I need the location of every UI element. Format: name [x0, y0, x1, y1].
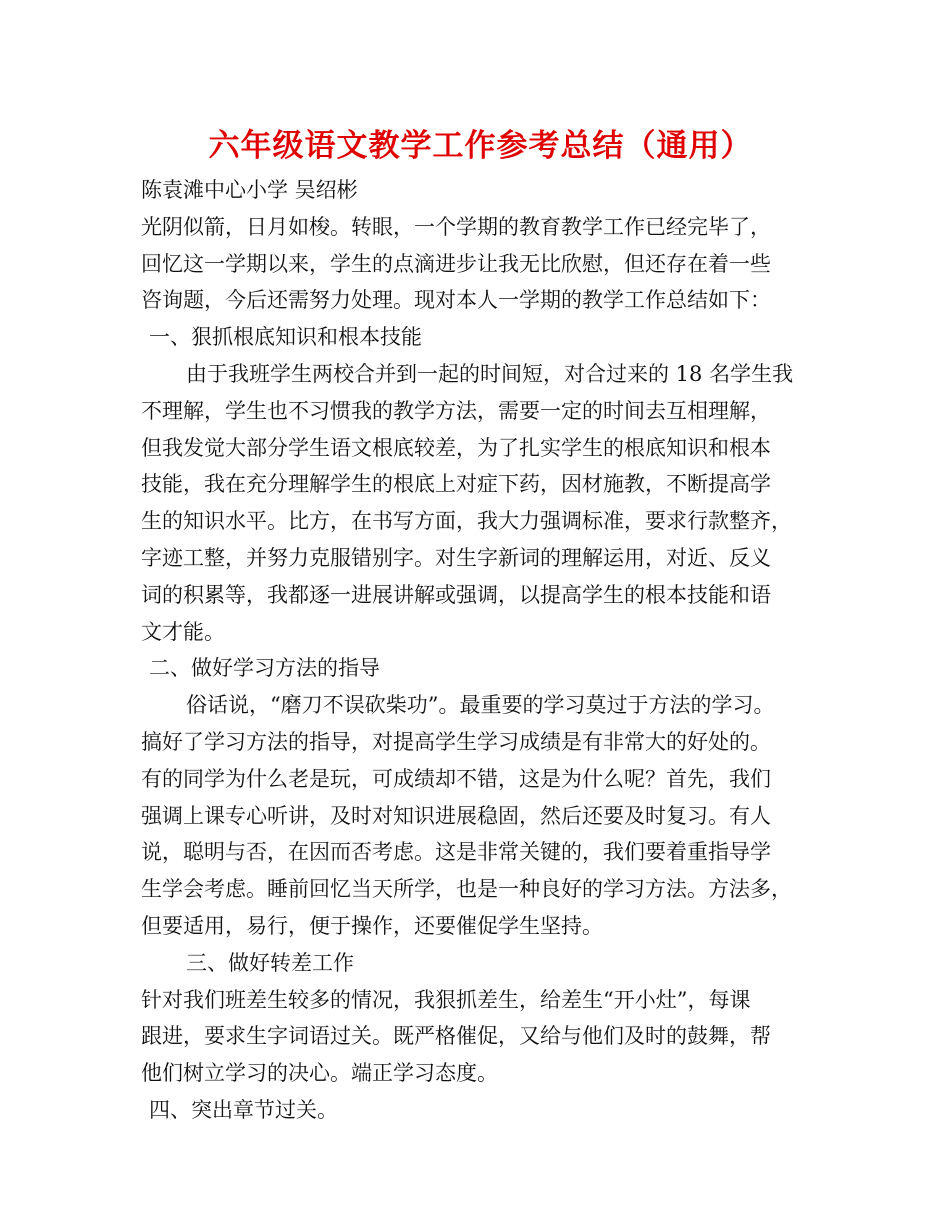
- text-line: 有的同学为什么老是玩，可成绩却不错，这是为什么呢？首先，我们: [141, 766, 771, 791]
- text-line: 跟进，要求生字词语过关。既严格催促，又给与他们及时的鼓舞，帮: [141, 1024, 771, 1049]
- text-line: 光阴似箭，日月如梭。转眼，一个学期的教育教学工作已经完毕了，: [141, 214, 771, 239]
- text-line: 回忆这一学期以来，学生的点滴进步让我无比欣慰，但还存在着一些: [141, 251, 771, 276]
- text-line: 说，聪明与否，在因而否考虑。这是非常关键的，我们要着重指导学: [141, 840, 771, 865]
- document-body: [141, 209, 820, 1129]
- text-line: 由于我班学生两校合并到一起的时间短，对合过来的 18 名学生我: [186, 361, 794, 386]
- text-line: 但我发觉大部分学生语文根底较差，为了扎实学生的根底知识和根本: [141, 435, 771, 460]
- document-title: 六年级语文教学工作参考总结（通用）: [208, 128, 753, 164]
- text-line: 他们树立学习的决心。端正学习态度。: [141, 1061, 498, 1086]
- text-line: 咨询题，今后还需努力处理。现对本人一学期的教学工作总结如下：: [141, 288, 771, 313]
- text-line: 一、狠抓根底知识和根本技能: [149, 325, 422, 350]
- text-line: 词的积累等，我都逐一进展讲解或强调，以提高学生的根本技能和语: [141, 582, 771, 607]
- text-line: 但要适用，易行，便于操作，还要催促学生坚持。: [141, 913, 603, 938]
- text-line: 四、突出章节过关。: [149, 1097, 338, 1122]
- text-line: 针对我们班差生较多的情况，我狠抓差生，给差生“开小灶”，每课: [141, 987, 751, 1012]
- text-line: 二、做好学习方法的指导: [149, 656, 380, 681]
- text-line: 三、做好转差工作: [186, 950, 354, 975]
- text-line: 技能，我在充分理解学生的根底上对症下药，因材施教，不断提高学: [141, 472, 771, 497]
- text-line: 不理解，学生也不习惯我的教学方法，需要一定的时间去互相理解，: [141, 398, 771, 423]
- text-line: 强调上课专心听讲，及时对知识进展稳固，然后还要及时复习。有人: [141, 803, 771, 828]
- text-line: 生学会考虑。睡前回忆当天所学，也是一种良好的学习方法。方法多，: [141, 877, 792, 902]
- text-line: 字迹工整，并努力克服错别字。对生字新词的理解运用，对近、反义: [141, 545, 771, 570]
- text-line: 文才能。: [141, 619, 225, 644]
- text-line: 生的知识水平。比方，在书写方面，我大力强调标准，要求行款整齐，: [141, 509, 792, 534]
- text-line: 搞好了学习方法的指导，对提高学生学习成绩是有非常大的好处的。: [141, 729, 771, 754]
- text-line: 俗话说，“磨刀不误砍柴功”。最重要的学习莫过于方法的学习。: [186, 693, 775, 718]
- author-line: 陈袁滩中心小学 吴绍彬: [141, 178, 358, 202]
